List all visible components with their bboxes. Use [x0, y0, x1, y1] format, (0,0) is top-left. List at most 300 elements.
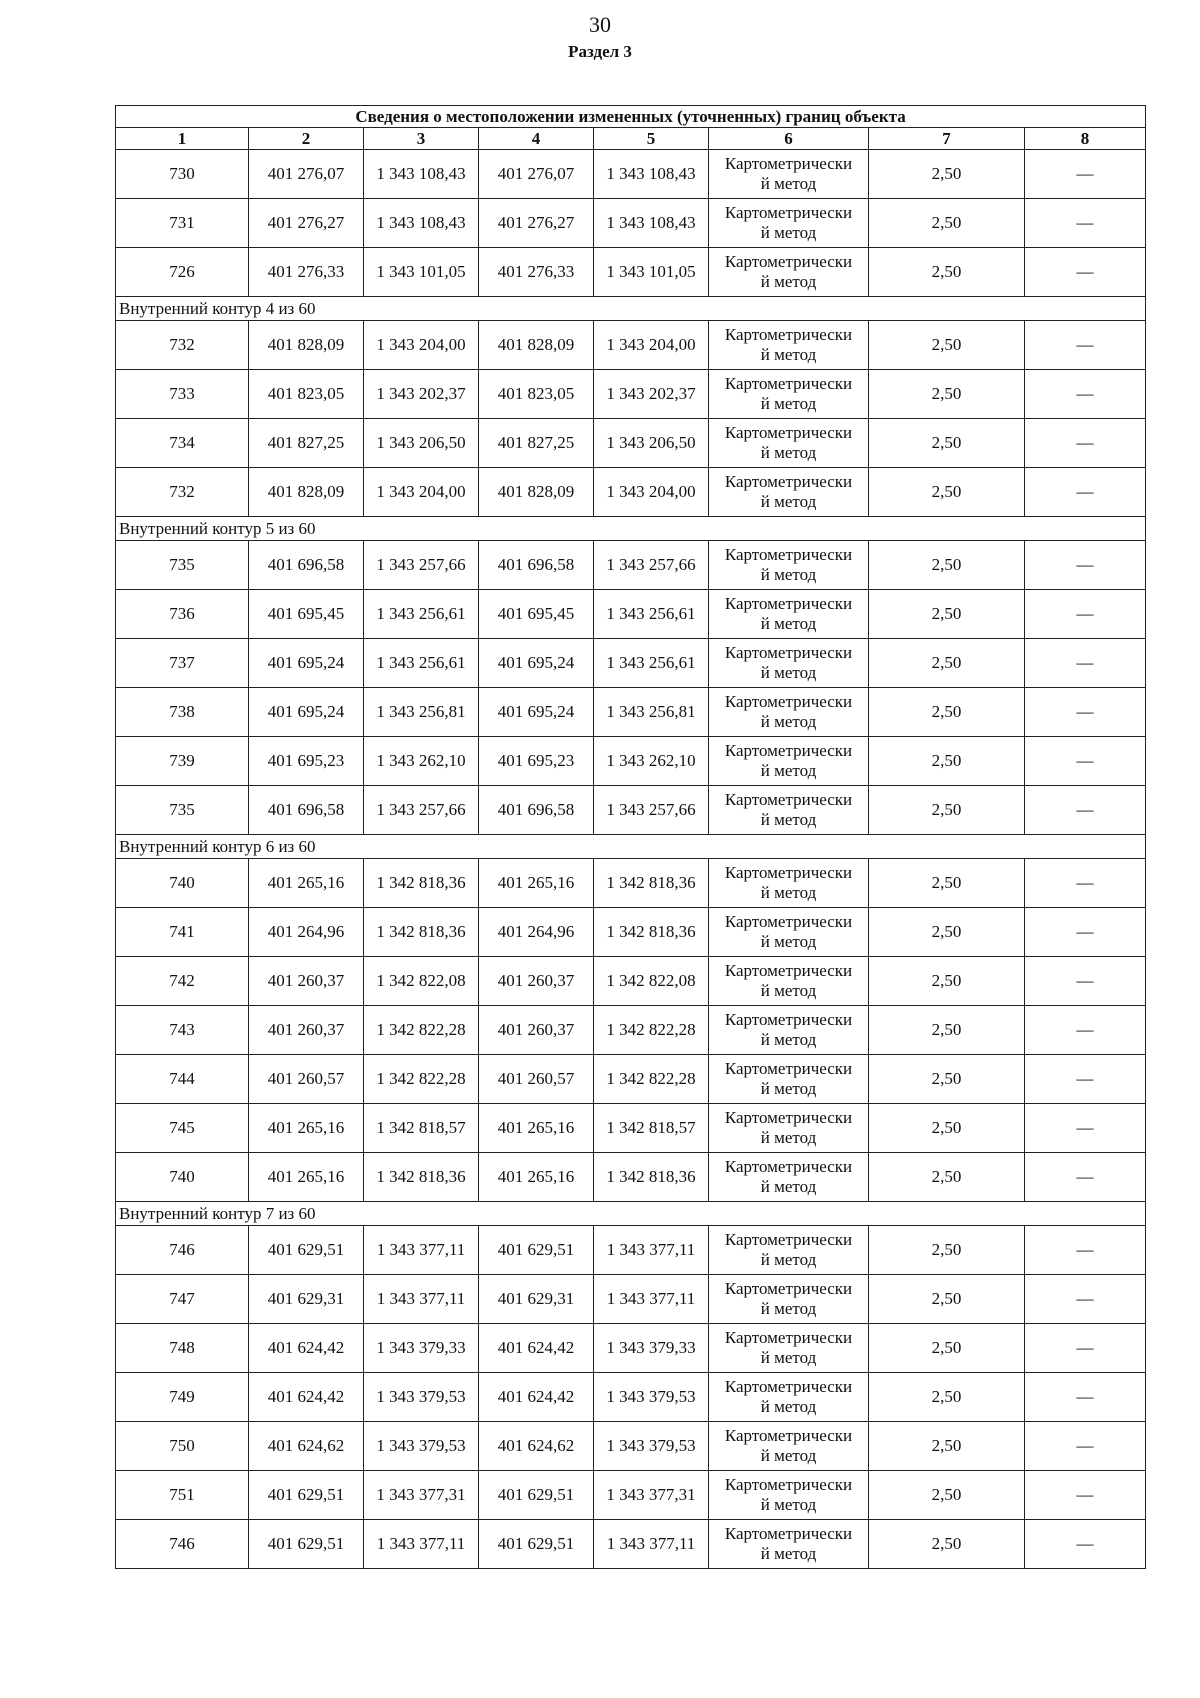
description-cell: —	[1025, 1226, 1146, 1275]
new-x-cell: 401 624,62	[479, 1422, 594, 1471]
method-cell	[709, 1471, 869, 1520]
method-line-2: й метод	[760, 1177, 817, 1196]
table-row	[116, 1275, 1146, 1324]
old-x-cell: 401 265,16	[249, 859, 364, 908]
old-y-cell: 1 343 256,61	[364, 590, 479, 639]
table-row	[116, 199, 1146, 248]
method-cell	[709, 1373, 869, 1422]
accuracy-cell: 2,50	[869, 1006, 1025, 1055]
table-title-row	[116, 106, 1146, 128]
method-cell	[709, 468, 869, 517]
new-y-cell: 1 343 379,53	[594, 1373, 709, 1422]
method-line-1: Картометрически	[724, 545, 853, 564]
new-x-cell: 401 695,23	[479, 737, 594, 786]
accuracy-cell: 2,50	[869, 1373, 1025, 1422]
new-y-cell: 1 342 822,08	[594, 957, 709, 1006]
old-x-cell: 401 264,96	[249, 908, 364, 957]
method-line-2: й метод	[760, 981, 817, 1000]
old-x-cell: 401 276,33	[249, 248, 364, 297]
old-x-cell: 401 624,42	[249, 1324, 364, 1373]
old-y-cell: 1 343 377,11	[364, 1275, 479, 1324]
method-line-1: Картометрически	[724, 643, 853, 662]
contour-header-row	[116, 517, 1146, 541]
new-y-cell: 1 343 256,81	[594, 688, 709, 737]
table-row	[116, 590, 1146, 639]
method-line-1: Картометрически	[724, 1426, 853, 1445]
point-number-cell: 745	[116, 1104, 249, 1153]
old-x-cell: 401 276,07	[249, 150, 364, 199]
old-y-cell: 1 342 822,28	[364, 1055, 479, 1104]
method-cell	[709, 248, 869, 297]
old-y-cell: 1 343 379,53	[364, 1422, 479, 1471]
method-line-1: Картометрически	[724, 961, 853, 980]
new-x-cell: 401 695,24	[479, 639, 594, 688]
method-cell	[709, 957, 869, 1006]
description-cell: —	[1025, 1104, 1146, 1153]
new-y-cell: 1 343 202,37	[594, 370, 709, 419]
accuracy-cell: 2,50	[869, 370, 1025, 419]
old-x-cell: 401 629,51	[249, 1471, 364, 1520]
description-cell: —	[1025, 908, 1146, 957]
table-row	[116, 859, 1146, 908]
new-y-cell: 1 343 257,66	[594, 541, 709, 590]
table-row	[116, 1324, 1146, 1373]
new-y-cell: 1 343 377,11	[594, 1226, 709, 1275]
point-number-cell: 743	[116, 1006, 249, 1055]
point-number-cell: 737	[116, 639, 249, 688]
old-y-cell: 1 342 818,36	[364, 1153, 479, 1202]
method-line-1: Картометрически	[724, 1377, 853, 1396]
old-x-cell: 401 696,58	[249, 786, 364, 835]
point-number-cell: 733	[116, 370, 249, 419]
old-x-cell: 401 265,16	[249, 1153, 364, 1202]
method-line-2: й метод	[760, 1544, 817, 1563]
table-row	[116, 1055, 1146, 1104]
description-cell: —	[1025, 419, 1146, 468]
point-number-cell: 740	[116, 859, 249, 908]
point-number-cell: 732	[116, 321, 249, 370]
description-cell: —	[1025, 1006, 1146, 1055]
point-number-cell: 730	[116, 150, 249, 199]
method-line-2: й метод	[760, 1348, 817, 1367]
table-row	[116, 1471, 1146, 1520]
method-cell	[709, 1520, 869, 1569]
method-line-2: й метод	[760, 394, 817, 413]
table-row	[116, 957, 1146, 1006]
new-x-cell: 401 695,24	[479, 688, 594, 737]
old-x-cell: 401 827,25	[249, 419, 364, 468]
old-x-cell: 401 629,51	[249, 1226, 364, 1275]
new-y-cell: 1 342 818,36	[594, 859, 709, 908]
old-x-cell: 401 265,16	[249, 1104, 364, 1153]
method-line-1: Картометрически	[724, 1108, 853, 1127]
method-line-2: й метод	[760, 810, 817, 829]
old-y-cell: 1 343 101,05	[364, 248, 479, 297]
method-line-1: Картометрически	[724, 790, 853, 809]
old-x-cell: 401 629,51	[249, 1520, 364, 1569]
method-line-1: Картометрически	[724, 1059, 853, 1078]
method-line-2: й метод	[760, 345, 817, 364]
method-cell	[709, 370, 869, 419]
point-number-cell: 738	[116, 688, 249, 737]
old-y-cell: 1 343 256,81	[364, 688, 479, 737]
new-x-cell: 401 828,09	[479, 321, 594, 370]
description-cell: —	[1025, 639, 1146, 688]
old-x-cell: 401 260,37	[249, 1006, 364, 1055]
old-y-cell: 1 343 377,11	[364, 1520, 479, 1569]
method-line-2: й метод	[760, 272, 817, 291]
description-cell: —	[1025, 1055, 1146, 1104]
old-y-cell: 1 342 822,28	[364, 1006, 479, 1055]
contour-header-row	[116, 297, 1146, 321]
accuracy-cell: 2,50	[869, 1324, 1025, 1373]
method-cell	[709, 908, 869, 957]
accuracy-cell: 2,50	[869, 1153, 1025, 1202]
description-cell: —	[1025, 1153, 1146, 1202]
new-y-cell: 1 343 377,31	[594, 1471, 709, 1520]
new-y-cell: 1 343 206,50	[594, 419, 709, 468]
accuracy-cell: 2,50	[869, 1055, 1025, 1104]
old-x-cell: 401 828,09	[249, 321, 364, 370]
accuracy-cell: 2,50	[869, 321, 1025, 370]
new-x-cell: 401 260,57	[479, 1055, 594, 1104]
method-line-2: й метод	[760, 1495, 817, 1514]
method-line-1: Картометрически	[724, 423, 853, 442]
new-x-cell: 401 624,42	[479, 1324, 594, 1373]
method-cell	[709, 786, 869, 835]
point-number-cell: 736	[116, 590, 249, 639]
method-cell	[709, 541, 869, 590]
method-line-2: й метод	[760, 223, 817, 242]
method-line-1: Картометрически	[724, 1328, 853, 1347]
method-line-1: Картометрически	[724, 154, 853, 173]
new-y-cell: 1 343 257,66	[594, 786, 709, 835]
old-y-cell: 1 343 206,50	[364, 419, 479, 468]
old-y-cell: 1 343 257,66	[364, 541, 479, 590]
old-y-cell: 1 343 204,00	[364, 468, 479, 517]
point-number-cell: 747	[116, 1275, 249, 1324]
new-y-cell: 1 343 379,33	[594, 1324, 709, 1373]
section-title: Раздел 3	[568, 42, 632, 61]
contour-label: Внутренний контур 7 из 60	[116, 1202, 1146, 1226]
new-y-cell: 1 342 822,28	[594, 1055, 709, 1104]
old-x-cell: 401 696,58	[249, 541, 364, 590]
point-number-cell: 746	[116, 1226, 249, 1275]
method-line-1: Картометрически	[724, 1475, 853, 1494]
table-row	[116, 1422, 1146, 1471]
method-line-2: й метод	[760, 492, 817, 511]
description-cell: —	[1025, 786, 1146, 835]
new-y-cell: 1 343 101,05	[594, 248, 709, 297]
point-number-cell: 734	[116, 419, 249, 468]
new-x-cell: 401 260,37	[479, 1006, 594, 1055]
table-row	[116, 248, 1146, 297]
point-number-cell: 746	[116, 1520, 249, 1569]
column-number: 8	[1025, 128, 1146, 150]
method-line-2: й метод	[760, 1299, 817, 1318]
new-x-cell: 401 265,16	[479, 1153, 594, 1202]
point-number-cell: 735	[116, 786, 249, 835]
new-y-cell: 1 343 377,11	[594, 1520, 709, 1569]
old-x-cell: 401 823,05	[249, 370, 364, 419]
table-row	[116, 541, 1146, 590]
old-y-cell: 1 342 818,36	[364, 908, 479, 957]
new-y-cell: 1 342 818,36	[594, 1153, 709, 1202]
new-y-cell: 1 343 204,00	[594, 468, 709, 517]
method-line-1: Картометрически	[724, 374, 853, 393]
method-line-1: Картометрически	[724, 325, 853, 344]
new-x-cell: 401 629,51	[479, 1226, 594, 1275]
accuracy-cell: 2,50	[869, 908, 1025, 957]
method-line-2: й метод	[760, 1128, 817, 1147]
method-line-2: й метод	[760, 174, 817, 193]
table-row	[116, 1373, 1146, 1422]
description-cell: —	[1025, 1324, 1146, 1373]
method-cell	[709, 590, 869, 639]
new-x-cell: 401 260,37	[479, 957, 594, 1006]
new-x-cell: 401 265,16	[479, 1104, 594, 1153]
old-y-cell: 1 343 108,43	[364, 199, 479, 248]
accuracy-cell: 2,50	[869, 1226, 1025, 1275]
old-y-cell: 1 343 257,66	[364, 786, 479, 835]
accuracy-cell: 2,50	[869, 199, 1025, 248]
description-cell: —	[1025, 688, 1146, 737]
new-y-cell: 1 343 256,61	[594, 639, 709, 688]
method-line-2: й метод	[760, 761, 817, 780]
table-row	[116, 639, 1146, 688]
table-row	[116, 419, 1146, 468]
new-y-cell: 1 342 818,57	[594, 1104, 709, 1153]
method-cell	[709, 859, 869, 908]
point-number-cell: 735	[116, 541, 249, 590]
table-row	[116, 370, 1146, 419]
method-cell	[709, 150, 869, 199]
column-number-row	[116, 128, 1146, 150]
method-line-1: Картометрически	[724, 863, 853, 882]
new-x-cell: 401 276,27	[479, 199, 594, 248]
description-cell: —	[1025, 957, 1146, 1006]
new-x-cell: 401 265,16	[479, 859, 594, 908]
new-y-cell: 1 343 256,61	[594, 590, 709, 639]
contour-header-row	[116, 835, 1146, 859]
table-row	[116, 688, 1146, 737]
new-y-cell: 1 343 379,53	[594, 1422, 709, 1471]
accuracy-cell: 2,50	[869, 1471, 1025, 1520]
method-cell	[709, 1324, 869, 1373]
new-y-cell: 1 343 377,11	[594, 1275, 709, 1324]
method-line-1: Картометрически	[724, 203, 853, 222]
point-number-cell: 739	[116, 737, 249, 786]
description-cell: —	[1025, 150, 1146, 199]
point-number-cell: 750	[116, 1422, 249, 1471]
old-x-cell: 401 276,27	[249, 199, 364, 248]
new-y-cell: 1 343 108,43	[594, 199, 709, 248]
contour-label: Внутренний контур 4 из 60	[116, 297, 1146, 321]
new-y-cell: 1 342 818,36	[594, 908, 709, 957]
old-x-cell: 401 624,42	[249, 1373, 364, 1422]
method-line-1: Картометрически	[724, 472, 853, 491]
old-x-cell: 401 695,23	[249, 737, 364, 786]
accuracy-cell: 2,50	[869, 1275, 1025, 1324]
accuracy-cell: 2,50	[869, 150, 1025, 199]
table-row	[116, 1520, 1146, 1569]
new-x-cell: 401 828,09	[479, 468, 594, 517]
point-number-cell: 732	[116, 468, 249, 517]
accuracy-cell: 2,50	[869, 737, 1025, 786]
description-cell: —	[1025, 859, 1146, 908]
table-row	[116, 321, 1146, 370]
accuracy-cell: 2,50	[869, 786, 1025, 835]
method-line-2: й метод	[760, 565, 817, 584]
accuracy-cell: 2,50	[869, 541, 1025, 590]
new-x-cell: 401 823,05	[479, 370, 594, 419]
new-x-cell: 401 629,31	[479, 1275, 594, 1324]
boundary-coordinates-table	[115, 105, 1146, 1569]
old-y-cell: 1 343 377,11	[364, 1226, 479, 1275]
table-row	[116, 1153, 1146, 1202]
table-row	[116, 737, 1146, 786]
accuracy-cell: 2,50	[869, 419, 1025, 468]
new-x-cell: 401 696,58	[479, 786, 594, 835]
method-line-2: й метод	[760, 443, 817, 462]
old-y-cell: 1 343 379,53	[364, 1373, 479, 1422]
new-x-cell: 401 276,33	[479, 248, 594, 297]
method-line-2: й метод	[760, 932, 817, 951]
point-number-cell: 731	[116, 199, 249, 248]
new-y-cell: 1 343 204,00	[594, 321, 709, 370]
table-row	[116, 786, 1146, 835]
table-row	[116, 1226, 1146, 1275]
column-number: 7	[869, 128, 1025, 150]
new-x-cell: 401 827,25	[479, 419, 594, 468]
old-y-cell: 1 343 256,61	[364, 639, 479, 688]
old-y-cell: 1 343 379,33	[364, 1324, 479, 1373]
accuracy-cell: 2,50	[869, 1520, 1025, 1569]
method-line-1: Картометрически	[724, 741, 853, 760]
old-x-cell: 401 695,24	[249, 639, 364, 688]
method-line-1: Картометрически	[724, 1524, 853, 1543]
method-line-1: Картометрически	[724, 252, 853, 271]
old-y-cell: 1 342 818,36	[364, 859, 479, 908]
column-number: 4	[479, 128, 594, 150]
description-cell: —	[1025, 248, 1146, 297]
table-title: Сведения о местоположении измененных (уточненных) границ объекта	[116, 106, 1146, 128]
old-x-cell: 401 260,57	[249, 1055, 364, 1104]
table-row	[116, 150, 1146, 199]
column-number: 1	[116, 128, 249, 150]
table-row	[116, 1006, 1146, 1055]
table-row	[116, 1104, 1146, 1153]
method-line-1: Картометрически	[724, 1010, 853, 1029]
method-line-2: й метод	[760, 1079, 817, 1098]
contour-label: Внутренний контур 5 из 60	[116, 517, 1146, 541]
new-x-cell: 401 629,51	[479, 1471, 594, 1520]
description-cell: —	[1025, 1471, 1146, 1520]
new-x-cell: 401 696,58	[479, 541, 594, 590]
description-cell: —	[1025, 590, 1146, 639]
method-cell	[709, 199, 869, 248]
method-cell	[709, 639, 869, 688]
description-cell: —	[1025, 370, 1146, 419]
new-y-cell: 1 343 262,10	[594, 737, 709, 786]
description-cell: —	[1025, 1422, 1146, 1471]
point-number-cell: 742	[116, 957, 249, 1006]
method-cell	[709, 737, 869, 786]
method-cell	[709, 1153, 869, 1202]
accuracy-cell: 2,50	[869, 1104, 1025, 1153]
column-number: 2	[249, 128, 364, 150]
method-cell	[709, 1055, 869, 1104]
old-y-cell: 1 343 377,31	[364, 1471, 479, 1520]
point-number-cell: 744	[116, 1055, 249, 1104]
description-cell: —	[1025, 1520, 1146, 1569]
point-number-cell: 751	[116, 1471, 249, 1520]
description-cell: —	[1025, 199, 1146, 248]
new-x-cell: 401 264,96	[479, 908, 594, 957]
old-x-cell: 401 260,37	[249, 957, 364, 1006]
description-cell: —	[1025, 737, 1146, 786]
column-number: 6	[709, 128, 869, 150]
method-line-2: й метод	[760, 1446, 817, 1465]
point-number-cell: 741	[116, 908, 249, 957]
description-cell: —	[1025, 541, 1146, 590]
old-y-cell: 1 343 202,37	[364, 370, 479, 419]
column-number: 3	[364, 128, 479, 150]
old-y-cell: 1 343 108,43	[364, 150, 479, 199]
method-line-2: й метод	[760, 1397, 817, 1416]
method-line-2: й метод	[760, 663, 817, 682]
method-cell	[709, 419, 869, 468]
point-number-cell: 726	[116, 248, 249, 297]
point-number-cell: 748	[116, 1324, 249, 1373]
column-number: 5	[594, 128, 709, 150]
page-number: 30	[589, 12, 611, 37]
method-line-1: Картометрически	[724, 1157, 853, 1176]
old-y-cell: 1 342 818,57	[364, 1104, 479, 1153]
method-cell	[709, 1006, 869, 1055]
old-x-cell: 401 828,09	[249, 468, 364, 517]
accuracy-cell: 2,50	[869, 468, 1025, 517]
method-line-2: й метод	[760, 883, 817, 902]
accuracy-cell: 2,50	[869, 639, 1025, 688]
old-y-cell: 1 343 262,10	[364, 737, 479, 786]
old-x-cell: 401 629,31	[249, 1275, 364, 1324]
old-x-cell: 401 695,45	[249, 590, 364, 639]
point-number-cell: 749	[116, 1373, 249, 1422]
method-cell	[709, 321, 869, 370]
method-line-1: Картометрически	[724, 1230, 853, 1249]
old-y-cell: 1 342 822,08	[364, 957, 479, 1006]
new-y-cell: 1 343 108,43	[594, 150, 709, 199]
description-cell: —	[1025, 468, 1146, 517]
old-x-cell: 401 695,24	[249, 688, 364, 737]
accuracy-cell: 2,50	[869, 859, 1025, 908]
method-line-1: Картометрически	[724, 912, 853, 931]
accuracy-cell: 2,50	[869, 1422, 1025, 1471]
method-cell	[709, 688, 869, 737]
old-x-cell: 401 624,62	[249, 1422, 364, 1471]
method-line-2: й метод	[760, 614, 817, 633]
method-line-2: й метод	[760, 712, 817, 731]
method-line-1: Картометрически	[724, 1279, 853, 1298]
contour-label: Внутренний контур 6 из 60	[116, 835, 1146, 859]
contour-header-row	[116, 1202, 1146, 1226]
description-cell: —	[1025, 1275, 1146, 1324]
new-y-cell: 1 342 822,28	[594, 1006, 709, 1055]
new-x-cell: 401 276,07	[479, 150, 594, 199]
new-x-cell: 401 695,45	[479, 590, 594, 639]
table-row	[116, 468, 1146, 517]
